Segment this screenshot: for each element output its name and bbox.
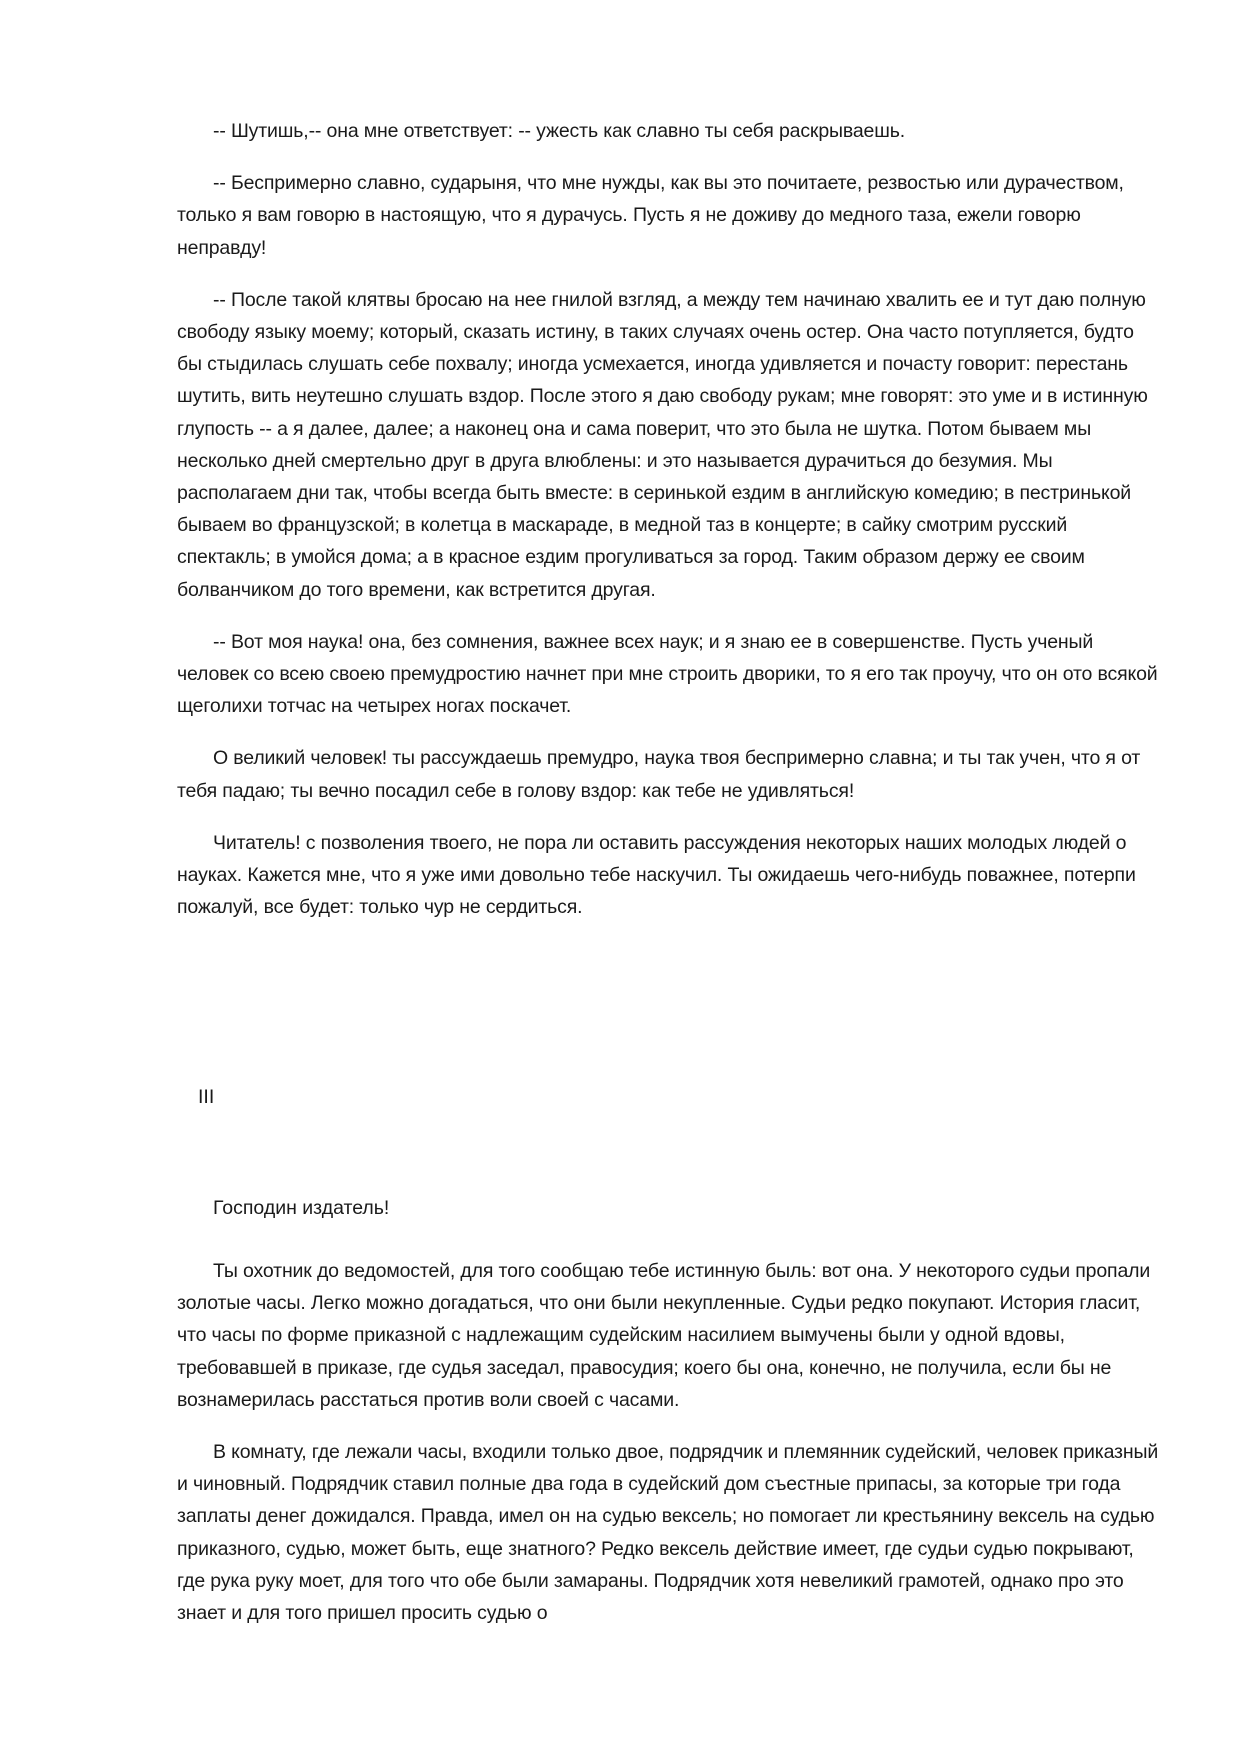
section-heading: III <box>198 1086 215 1108</box>
section-a-text <box>177 115 1162 923</box>
paragraph: -- Шутишь,-- она мне ответствует: -- ужесть как славно ты себя раскрываешь. <box>213 120 906 142</box>
paragraph: Читатель! с позволения твоего, не пора ли оставить рассуждения некоторых наших молодых людей о науках. Кажется мне, что я уже ими довольно тебе наскучил. Ты ожидаешь чего-нибудь поважнее, потерпи пожалуй, все будет: только чур не сердиться. <box>177 831 1136 919</box>
paragraph: В комнату, где лежали часы, входили только двое, подрядчик и племянник судейский, человек приказный и чиновный. Подрядчик ставил полные два года в судейский дом съестные припасы, за которые три года заплаты денег дожидался. Правда, имел он на судью вексель; но помогает ли крестьянину вексель на судью приказного, судью, может быть, еще знатного? Редко вексель действие имеет, где судьи судью покрывают, где рука руку моет, для того что обе были замараны. Подрядчик хотя невеликий грамотей, однако про это знает и для того пришел просить судью о <box>177 1441 1159 1625</box>
section-b-text <box>177 1255 1162 1629</box>
paragraph: -- После такой клятвы бросаю на нее гнилой взгляд, а между тем начинаю хвалить ее и тут даю полную свободу языку моему; который, сказать истину, в таких случаях очень остер. Она часто потупляется, будто бы стыдилась слушать себе похвалу; иногда усмехается, иногда удивляется и почасту говорит: перестань шутить, вить неутешно слушать вздор. После этого я даю свободу рукам; мне говорят: это уме и в истинную глупость -- а я далее, далее; а наконец она и сама поверит, что это была не шутка. Потом бываем мы несколько дней смертельно друг в друга влюблены: и это называется дурачиться до безумия. Мы располагаем дни так, чтобы всегда быть вместе: в серинькой ездим в английскую комедию; в пестринькой бываем во французской; в колетца в маскараде, в медной таз в концерте; в сайку смотрим русский спектакль; в умойся дома; а в красное ездим прогуливаться за город. Таким образом держу ее своим болванчиком до того времени, как встретится другая. <box>177 288 1148 601</box>
paragraph: -- Вот моя наука! она, без сомнения, важнее всех наук; и я знаю ее в совершенстве. Пусть ученый человек со всею своею премудростию начнет при мне строить дворики, то я его так проучу, что он ото всякой щеголихи тотчас на четырех ногах поскачет. <box>177 630 1158 718</box>
paragraph: -- Беспримерно славно, сударыня, что мне нужды, как вы это почитаете, резвостью или дурачеством, только я вам говорю в настоящую, что я дурачусь. Пусть я не доживу до медного таза, ежели говорю неправду! <box>177 172 1124 259</box>
paragraph: Ты охотник до ведомостей, для того сообщаю тебе истинную быль: вот она. У некоторого судьи пропали золотые часы. Легко можно догадаться, что они были некупленные. Судьи редко покупают. История гласит, что часы по форме приказной с надлежащим судейским насилием вымучены были у одной вдовы, требовавшей в приказе, где судья заседал, правосудия; коего бы она, конечно, не получила, если бы не вознамерилась расстаться против воли своей с часами. <box>177 1260 1151 1411</box>
paragraph: О великий человек! ты рассуждаешь премудро, наука твоя беспримерно славна; и ты так учен, что я от тебя падаю; ты вечно посадил себе в голову вздор: как тебе не удивляться! <box>177 747 1141 802</box>
letter-salutation: Господин издатель! <box>213 1197 390 1219</box>
